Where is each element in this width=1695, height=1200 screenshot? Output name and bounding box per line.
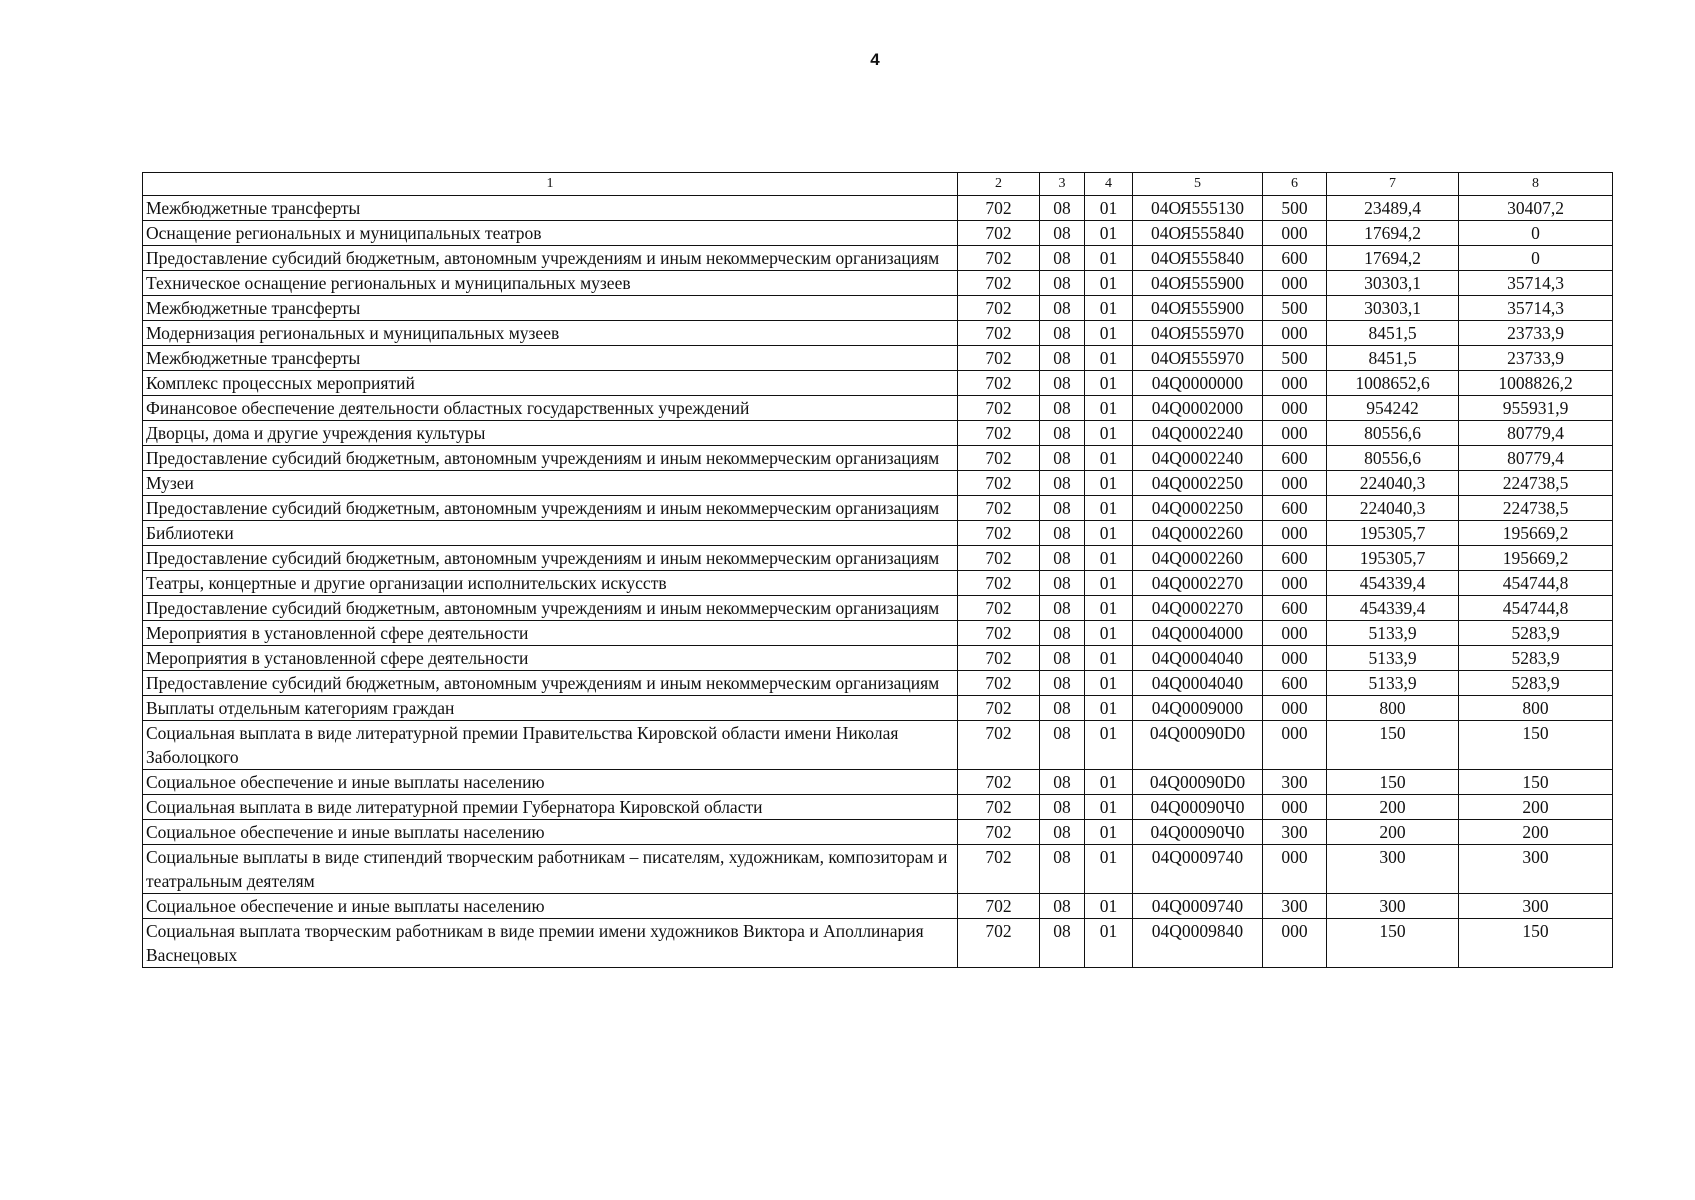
cell-amount-year2: 80779,4 [1459,421,1613,446]
cell-amount-year2: 454744,8 [1459,571,1613,596]
cell-section: 08 [1040,696,1085,721]
cell-name: Оснащение региональных и муниципальных театров [143,221,958,246]
cell-admin-code: 702 [958,646,1040,671]
cell-subsection: 01 [1085,396,1133,421]
cell-name: Социальная выплата в виде литературной премии Губернатора Кировской области [143,795,958,820]
cell-subsection: 01 [1085,346,1133,371]
cell-expense-type: 000 [1263,621,1327,646]
cell-amount-year2: 23733,9 [1459,321,1613,346]
cell-expense-type: 000 [1263,795,1327,820]
cell-target-article: 04Q0002240 [1133,421,1263,446]
cell-target-article: 04Q0004040 [1133,671,1263,696]
cell-amount-year1: 17694,2 [1327,246,1459,271]
cell-admin-code: 702 [958,696,1040,721]
table-row [143,196,1613,221]
table-row [143,770,1613,795]
cell-target-article: 04Q0002260 [1133,546,1263,571]
table-row [143,471,1613,496]
column-header: 5 [1133,173,1263,196]
cell-subsection: 01 [1085,845,1133,894]
cell-amount-year2: 150 [1459,919,1613,968]
cell-target-article: 04Q00090Ч0 [1133,820,1263,845]
cell-amount-year2: 300 [1459,845,1613,894]
cell-section: 08 [1040,271,1085,296]
cell-subsection: 01 [1085,696,1133,721]
cell-name: Музеи [143,471,958,496]
cell-name: Социальное обеспечение и иные выплаты населению [143,770,958,795]
cell-subsection: 01 [1085,196,1133,221]
cell-target-article: 04Q0004000 [1133,621,1263,646]
cell-target-article: 04Q0009000 [1133,696,1263,721]
table-row [143,919,1613,968]
cell-subsection: 01 [1085,919,1133,968]
cell-target-article: 04Q00090D0 [1133,770,1263,795]
cell-expense-type: 600 [1263,446,1327,471]
cell-admin-code: 702 [958,296,1040,321]
cell-amount-year1: 454339,4 [1327,596,1459,621]
cell-name: Межбюджетные трансферты [143,196,958,221]
cell-name: Комплекс процессных мероприятий [143,371,958,396]
column-header: 7 [1327,173,1459,196]
cell-amount-year2: 35714,3 [1459,296,1613,321]
cell-subsection: 01 [1085,471,1133,496]
cell-target-article: 04ОЯ555970 [1133,321,1263,346]
cell-section: 08 [1040,221,1085,246]
cell-target-article: 04Q0002250 [1133,496,1263,521]
cell-amount-year2: 800 [1459,696,1613,721]
cell-amount-year2: 35714,3 [1459,271,1613,296]
table-row [143,845,1613,894]
cell-target-article: 04Q0002240 [1133,446,1263,471]
cell-subsection: 01 [1085,246,1133,271]
cell-section: 08 [1040,571,1085,596]
cell-target-article: 04Q0009840 [1133,919,1263,968]
cell-amount-year1: 200 [1327,820,1459,845]
cell-amount-year1: 8451,5 [1327,321,1459,346]
cell-subsection: 01 [1085,221,1133,246]
cell-section: 08 [1040,795,1085,820]
cell-expense-type: 000 [1263,396,1327,421]
table-row [143,246,1613,271]
budget-table [142,172,1613,968]
cell-amount-year2: 5283,9 [1459,646,1613,671]
cell-target-article: 04Q0000000 [1133,371,1263,396]
cell-amount-year1: 454339,4 [1327,571,1459,596]
cell-amount-year1: 800 [1327,696,1459,721]
cell-amount-year1: 954242 [1327,396,1459,421]
cell-subsection: 01 [1085,271,1133,296]
table-row [143,346,1613,371]
cell-subsection: 01 [1085,795,1133,820]
table-row [143,496,1613,521]
cell-target-article: 04ОЯ555900 [1133,271,1263,296]
cell-expense-type: 300 [1263,894,1327,919]
table-row [143,621,1613,646]
cell-amount-year2: 150 [1459,721,1613,770]
cell-expense-type: 000 [1263,721,1327,770]
cell-amount-year2: 200 [1459,820,1613,845]
cell-amount-year2: 5283,9 [1459,671,1613,696]
table-row [143,820,1613,845]
cell-target-article: 04Q00090Ч0 [1133,795,1263,820]
column-header: 8 [1459,173,1613,196]
cell-subsection: 01 [1085,446,1133,471]
cell-target-article: 04ОЯ555840 [1133,246,1263,271]
cell-name: Предоставление субсидий бюджетным, автономным учреждениям и иным некоммерческим организациям [143,496,958,521]
cell-section: 08 [1040,396,1085,421]
cell-expense-type: 000 [1263,221,1327,246]
cell-expense-type: 000 [1263,696,1327,721]
cell-expense-type: 500 [1263,296,1327,321]
cell-section: 08 [1040,646,1085,671]
cell-amount-year2: 195669,2 [1459,546,1613,571]
cell-section: 08 [1040,671,1085,696]
cell-admin-code: 702 [958,795,1040,820]
cell-section: 08 [1040,346,1085,371]
cell-admin-code: 702 [958,221,1040,246]
cell-section: 08 [1040,845,1085,894]
cell-name: Социальная выплата творческим работникам в виде премии имени художников Виктора и Аполлинария Васнецовых [143,919,958,968]
table-row [143,721,1613,770]
cell-amount-year2: 23733,9 [1459,346,1613,371]
cell-target-article: 04ОЯ555130 [1133,196,1263,221]
cell-subsection: 01 [1085,496,1133,521]
cell-admin-code: 702 [958,446,1040,471]
cell-amount-year1: 150 [1327,770,1459,795]
cell-expense-type: 000 [1263,571,1327,596]
cell-amount-year2: 200 [1459,795,1613,820]
cell-target-article: 04Q0002000 [1133,396,1263,421]
table-row [143,271,1613,296]
table-row [143,371,1613,396]
cell-name: Финансовое обеспечение деятельности областных государственных учреждений [143,396,958,421]
column-header: 1 [143,173,958,196]
cell-amount-year1: 300 [1327,894,1459,919]
cell-expense-type: 000 [1263,646,1327,671]
cell-section: 08 [1040,196,1085,221]
cell-admin-code: 702 [958,246,1040,271]
cell-amount-year2: 150 [1459,770,1613,795]
cell-admin-code: 702 [958,321,1040,346]
cell-admin-code: 702 [958,371,1040,396]
cell-target-article: 04ОЯ555900 [1133,296,1263,321]
cell-amount-year2: 5283,9 [1459,621,1613,646]
cell-section: 08 [1040,421,1085,446]
cell-amount-year1: 1008652,6 [1327,371,1459,396]
cell-amount-year1: 17694,2 [1327,221,1459,246]
cell-admin-code: 702 [958,671,1040,696]
table-row [143,671,1613,696]
cell-subsection: 01 [1085,671,1133,696]
cell-expense-type: 000 [1263,919,1327,968]
cell-amount-year2: 454744,8 [1459,596,1613,621]
cell-expense-type: 600 [1263,596,1327,621]
cell-amount-year2: 1008826,2 [1459,371,1613,396]
cell-target-article: 04Q0009740 [1133,894,1263,919]
cell-name: Предоставление субсидий бюджетным, автономным учреждениям и иным некоммерческим организациям [143,246,958,271]
cell-name: Межбюджетные трансферты [143,296,958,321]
cell-admin-code: 702 [958,571,1040,596]
column-header: 2 [958,173,1040,196]
cell-subsection: 01 [1085,421,1133,446]
cell-admin-code: 702 [958,496,1040,521]
cell-amount-year2: 955931,9 [1459,396,1613,421]
cell-section: 08 [1040,446,1085,471]
cell-amount-year1: 200 [1327,795,1459,820]
cell-target-article: 04Q0002270 [1133,596,1263,621]
table-row [143,596,1613,621]
cell-section: 08 [1040,471,1085,496]
cell-admin-code: 702 [958,621,1040,646]
cell-expense-type: 000 [1263,271,1327,296]
cell-section: 08 [1040,296,1085,321]
cell-section: 08 [1040,721,1085,770]
cell-subsection: 01 [1085,721,1133,770]
cell-name: Предоставление субсидий бюджетным, автономным учреждениям и иным некоммерческим организациям [143,546,958,571]
cell-subsection: 01 [1085,646,1133,671]
cell-target-article: 04Q0002260 [1133,521,1263,546]
table-row [143,795,1613,820]
cell-amount-year2: 300 [1459,894,1613,919]
cell-target-article: 04Q0004040 [1133,646,1263,671]
cell-section: 08 [1040,596,1085,621]
cell-target-article: 04ОЯ555970 [1133,346,1263,371]
cell-amount-year2: 224738,5 [1459,496,1613,521]
cell-amount-year1: 150 [1327,721,1459,770]
cell-name: Социальное обеспечение и иные выплаты населению [143,894,958,919]
cell-amount-year1: 195305,7 [1327,546,1459,571]
cell-name: Межбюджетные трансферты [143,346,958,371]
cell-expense-type: 300 [1263,820,1327,845]
table-row [143,421,1613,446]
cell-admin-code: 702 [958,596,1040,621]
cell-amount-year2: 195669,2 [1459,521,1613,546]
column-header: 4 [1085,173,1133,196]
cell-amount-year2: 0 [1459,221,1613,246]
cell-amount-year1: 30303,1 [1327,296,1459,321]
cell-subsection: 01 [1085,571,1133,596]
cell-subsection: 01 [1085,621,1133,646]
cell-name: Социальные выплаты в виде стипендий творческим работникам – писателям, художникам, композиторам и театральным деятелям [143,845,958,894]
cell-name: Модернизация региональных и муниципальных музеев [143,321,958,346]
cell-admin-code: 702 [958,919,1040,968]
cell-admin-code: 702 [958,471,1040,496]
column-header: 6 [1263,173,1327,196]
cell-amount-year1: 8451,5 [1327,346,1459,371]
page-number: 4 [870,50,880,69]
cell-amount-year1: 300 [1327,845,1459,894]
cell-expense-type: 600 [1263,246,1327,271]
table-row [143,396,1613,421]
cell-section: 08 [1040,496,1085,521]
cell-admin-code: 702 [958,271,1040,296]
cell-amount-year1: 23489,4 [1327,196,1459,221]
cell-name: Мероприятия в установленной сфере деятельности [143,621,958,646]
cell-section: 08 [1040,246,1085,271]
cell-admin-code: 702 [958,196,1040,221]
table-row [143,571,1613,596]
cell-name: Выплаты отдельным категориям граждан [143,696,958,721]
cell-subsection: 01 [1085,546,1133,571]
table-row [143,296,1613,321]
cell-expense-type: 600 [1263,496,1327,521]
cell-target-article: 04Q0002250 [1133,471,1263,496]
cell-amount-year1: 150 [1327,919,1459,968]
cell-section: 08 [1040,321,1085,346]
cell-subsection: 01 [1085,894,1133,919]
cell-amount-year1: 195305,7 [1327,521,1459,546]
table-row [143,894,1613,919]
cell-expense-type: 000 [1263,521,1327,546]
cell-section: 08 [1040,621,1085,646]
cell-subsection: 01 [1085,321,1133,346]
cell-section: 08 [1040,820,1085,845]
cell-expense-type: 600 [1263,546,1327,571]
cell-section: 08 [1040,770,1085,795]
cell-expense-type: 000 [1263,471,1327,496]
cell-section: 08 [1040,919,1085,968]
cell-amount-year2: 80779,4 [1459,446,1613,471]
cell-subsection: 01 [1085,770,1133,795]
cell-subsection: 01 [1085,296,1133,321]
cell-target-article: 04Q00090D0 [1133,721,1263,770]
cell-amount-year1: 224040,3 [1327,496,1459,521]
cell-name: Социальная выплата в виде литературной премии Правительства Кировской области имени Николая Заболоцкого [143,721,958,770]
cell-admin-code: 702 [958,894,1040,919]
column-header: 3 [1040,173,1085,196]
cell-target-article: 04Q0002270 [1133,571,1263,596]
cell-name: Предоставление субсидий бюджетным, автономным учреждениям и иным некоммерческим организациям [143,596,958,621]
cell-expense-type: 000 [1263,371,1327,396]
cell-name: Предоставление субсидий бюджетным, автономным учреждениям и иным некоммерческим организациям [143,446,958,471]
cell-expense-type: 500 [1263,196,1327,221]
cell-target-article: 04ОЯ555840 [1133,221,1263,246]
cell-admin-code: 702 [958,770,1040,795]
cell-amount-year1: 80556,6 [1327,421,1459,446]
cell-admin-code: 702 [958,421,1040,446]
cell-admin-code: 702 [958,521,1040,546]
table-row [143,521,1613,546]
table-row [143,221,1613,246]
cell-name: Социальное обеспечение и иные выплаты населению [143,820,958,845]
cell-expense-type: 500 [1263,346,1327,371]
cell-admin-code: 702 [958,346,1040,371]
cell-expense-type: 600 [1263,671,1327,696]
cell-amount-year1: 5133,9 [1327,646,1459,671]
table-row [143,321,1613,346]
cell-expense-type: 300 [1263,770,1327,795]
cell-amount-year2: 0 [1459,246,1613,271]
cell-section: 08 [1040,371,1085,396]
table-row [143,696,1613,721]
cell-admin-code: 702 [958,820,1040,845]
table-row [143,446,1613,471]
cell-name: Дворцы, дома и другие учреждения культуры [143,421,958,446]
cell-expense-type: 000 [1263,421,1327,446]
cell-amount-year2: 224738,5 [1459,471,1613,496]
cell-amount-year1: 5133,9 [1327,671,1459,696]
cell-admin-code: 702 [958,845,1040,894]
cell-name: Предоставление субсидий бюджетным, автономным учреждениям и иным некоммерческим организациям [143,671,958,696]
cell-amount-year2: 30407,2 [1459,196,1613,221]
cell-subsection: 01 [1085,596,1133,621]
cell-target-article: 04Q0009740 [1133,845,1263,894]
cell-name: Техническое оснащение региональных и муниципальных музеев [143,271,958,296]
column-number-row [143,173,1613,196]
cell-amount-year1: 224040,3 [1327,471,1459,496]
cell-amount-year1: 80556,6 [1327,446,1459,471]
cell-admin-code: 702 [958,546,1040,571]
cell-admin-code: 702 [958,721,1040,770]
table-row [143,646,1613,671]
cell-name: Театры, концертные и другие организации исполнительских искусств [143,571,958,596]
cell-amount-year1: 5133,9 [1327,621,1459,646]
cell-expense-type: 000 [1263,845,1327,894]
cell-section: 08 [1040,894,1085,919]
cell-admin-code: 702 [958,396,1040,421]
cell-section: 08 [1040,521,1085,546]
cell-expense-type: 000 [1263,321,1327,346]
table-row [143,546,1613,571]
cell-name: Библиотеки [143,521,958,546]
cell-subsection: 01 [1085,820,1133,845]
cell-amount-year1: 30303,1 [1327,271,1459,296]
cell-name: Мероприятия в установленной сфере деятельности [143,646,958,671]
cell-subsection: 01 [1085,521,1133,546]
table-body [143,196,1613,968]
cell-subsection: 01 [1085,371,1133,396]
cell-section: 08 [1040,546,1085,571]
